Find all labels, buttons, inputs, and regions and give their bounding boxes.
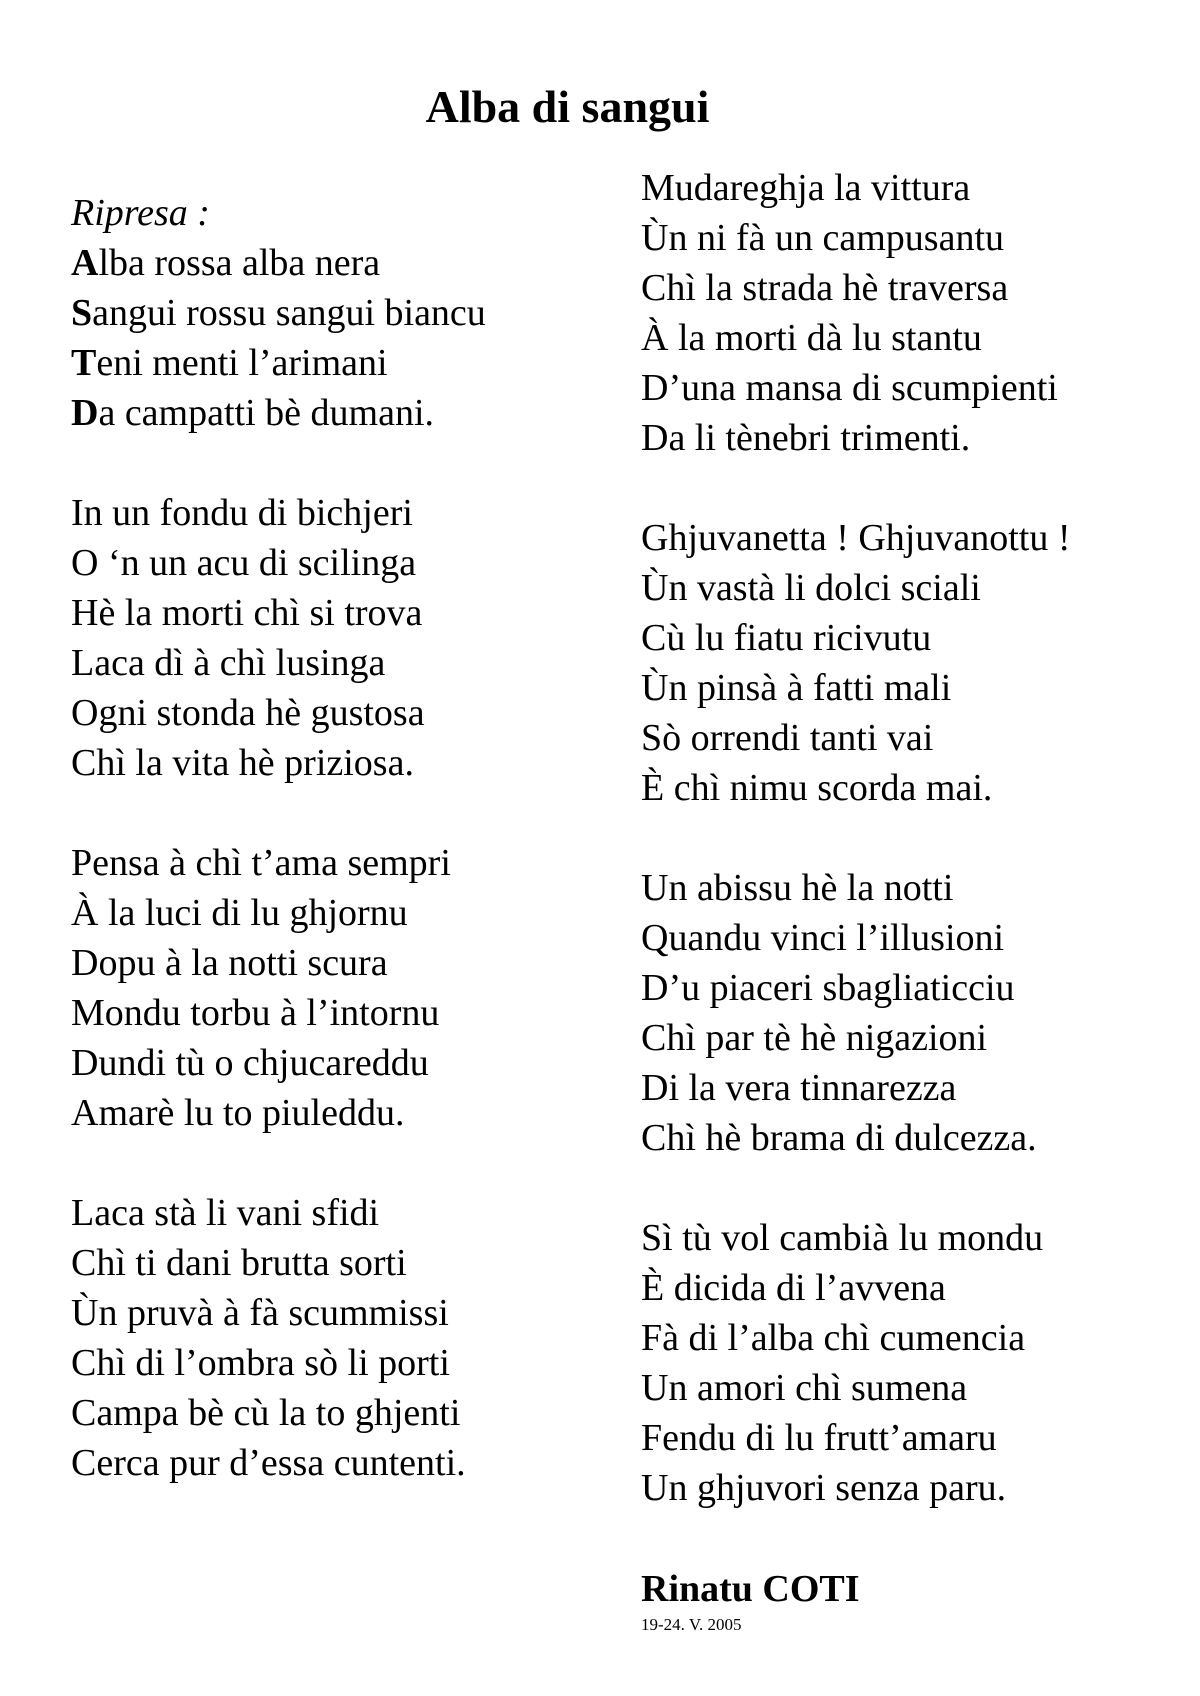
verse-line: Un amori chì sumena bbox=[641, 1367, 968, 1409]
acrostic-initial: S bbox=[71, 292, 93, 334]
stanza bbox=[71, 838, 486, 1138]
stanza-gap bbox=[641, 1163, 1071, 1213]
poem-title: Alba di sangui bbox=[425, 81, 710, 132]
author-signature: Rinatu COTI bbox=[641, 1568, 860, 1610]
right-column bbox=[641, 163, 1071, 1513]
verse-line: Un ghjuvori senza paru. bbox=[641, 1467, 1007, 1509]
verse-line: À la morti dà lu stantu bbox=[641, 317, 982, 359]
verse-line: Chì la vita hè priziosa. bbox=[71, 742, 414, 784]
stanza-gap bbox=[71, 1138, 486, 1188]
line-text: lba rossa alba nera bbox=[98, 242, 381, 284]
verse-line: D’una mansa di scumpienti bbox=[641, 367, 1058, 409]
acrostic-initial: T bbox=[71, 342, 97, 384]
stanza bbox=[641, 863, 1071, 1163]
poem-date: 19-24. V. 2005 bbox=[641, 1615, 742, 1634]
verse-line: Ùn ni fà un campusantu bbox=[641, 217, 1005, 259]
verse-line: Sò orrendi tanti vai bbox=[641, 717, 934, 759]
verse-line: Ùn pinsà à fatti mali bbox=[641, 667, 952, 709]
stanza bbox=[641, 1213, 1071, 1513]
ripresa-heading: Ripresa : bbox=[71, 192, 210, 234]
line-text: eni menti l’arimani bbox=[96, 342, 388, 384]
verse-line: Cerca pur d’essa cuntenti. bbox=[71, 1442, 466, 1484]
stanza bbox=[71, 488, 486, 788]
verse-line: Chì hè brama di dulcezza. bbox=[641, 1117, 1037, 1159]
ripresa-stanza bbox=[71, 238, 486, 438]
stanza bbox=[641, 163, 1071, 463]
verse-line: D’u piaceri sbagliaticciu bbox=[641, 967, 1015, 1009]
ripresa-line bbox=[71, 338, 486, 388]
verse-line: Campa bè cù la to ghjenti bbox=[71, 1392, 461, 1434]
verse-line: Chì di l’ombra sò li porti bbox=[71, 1342, 450, 1384]
verse-line: Chì par tè hè nigazioni bbox=[641, 1017, 988, 1059]
verse-line: È chì nimu scorda mai. bbox=[641, 767, 993, 809]
verse-line: È dicida di l’avvena bbox=[641, 1267, 946, 1309]
verse-line: Sì tù vol cambià lu mondu bbox=[641, 1217, 1044, 1259]
verse-line: Mudareghja la vittura bbox=[641, 167, 971, 209]
verse-line: Ogni stonda hè gustosa bbox=[71, 692, 425, 734]
verse-line: Mondu torbu à l’intornu bbox=[71, 992, 440, 1034]
verse-line: Hè la morti chì si trova bbox=[71, 592, 423, 634]
left-stanzas bbox=[71, 438, 486, 1488]
stanza bbox=[71, 1188, 486, 1488]
stanza bbox=[641, 513, 1071, 813]
stanza-gap bbox=[641, 463, 1071, 513]
verse-line: Ùn vastà li dolci sciali bbox=[641, 567, 981, 609]
verse-line: Ùn pruvà à fà scummissi bbox=[71, 1292, 449, 1334]
line-text: angui rossu sangui biancu bbox=[92, 292, 486, 334]
line-text: a campatti bè dumani. bbox=[98, 392, 434, 434]
ripresa-line bbox=[71, 238, 486, 288]
verse-line: Dundi tù o chjucareddu bbox=[71, 1042, 429, 1084]
verse-line: Dopu à la notti scura bbox=[71, 942, 388, 984]
verse-line: À la luci di lu ghjornu bbox=[71, 892, 408, 934]
verse-line: Fendu di lu frutt’amaru bbox=[641, 1417, 997, 1459]
verse-line: O ‘n un acu di scilinga bbox=[71, 542, 417, 584]
verse-line: Chì ti dani brutta sorti bbox=[71, 1242, 407, 1284]
right-stanzas bbox=[641, 163, 1071, 1513]
verse-line: Cù lu fiatu ricivutu bbox=[641, 617, 932, 659]
verse-line: Un abissu hè la notti bbox=[641, 867, 954, 909]
ripresa-line bbox=[71, 288, 486, 338]
left-column bbox=[71, 188, 486, 1488]
verse-line: Da li tènebri trimenti. bbox=[641, 417, 971, 459]
stanza-gap bbox=[71, 438, 486, 488]
acrostic-initial: D bbox=[71, 392, 99, 434]
acrostic-initial: A bbox=[71, 242, 99, 284]
stanza-gap bbox=[641, 813, 1071, 863]
ripresa-line bbox=[71, 388, 486, 438]
verse-line: Laca stà li vani sfidi bbox=[71, 1192, 380, 1234]
verse-line: Fà di l’alba chì cumencia bbox=[641, 1317, 1026, 1359]
stanza-gap bbox=[71, 788, 486, 838]
verse-line: Pensa à chì t’ama sempri bbox=[71, 842, 451, 884]
verse-line: Quandu vinci l’illusioni bbox=[641, 917, 1005, 959]
verse-line: Laca dì à chì lusinga bbox=[71, 642, 386, 684]
verse-line: In un fondu di bichjeri bbox=[71, 492, 413, 534]
verse-line: Ghjuvanetta ! Ghjuvanottu ! bbox=[641, 517, 1071, 559]
verse-line: Chì la strada hè traversa bbox=[641, 267, 1009, 309]
verse-line: Amarè lu to piuleddu. bbox=[71, 1092, 405, 1134]
verse-line: Di la vera tinnarezza bbox=[641, 1067, 957, 1109]
